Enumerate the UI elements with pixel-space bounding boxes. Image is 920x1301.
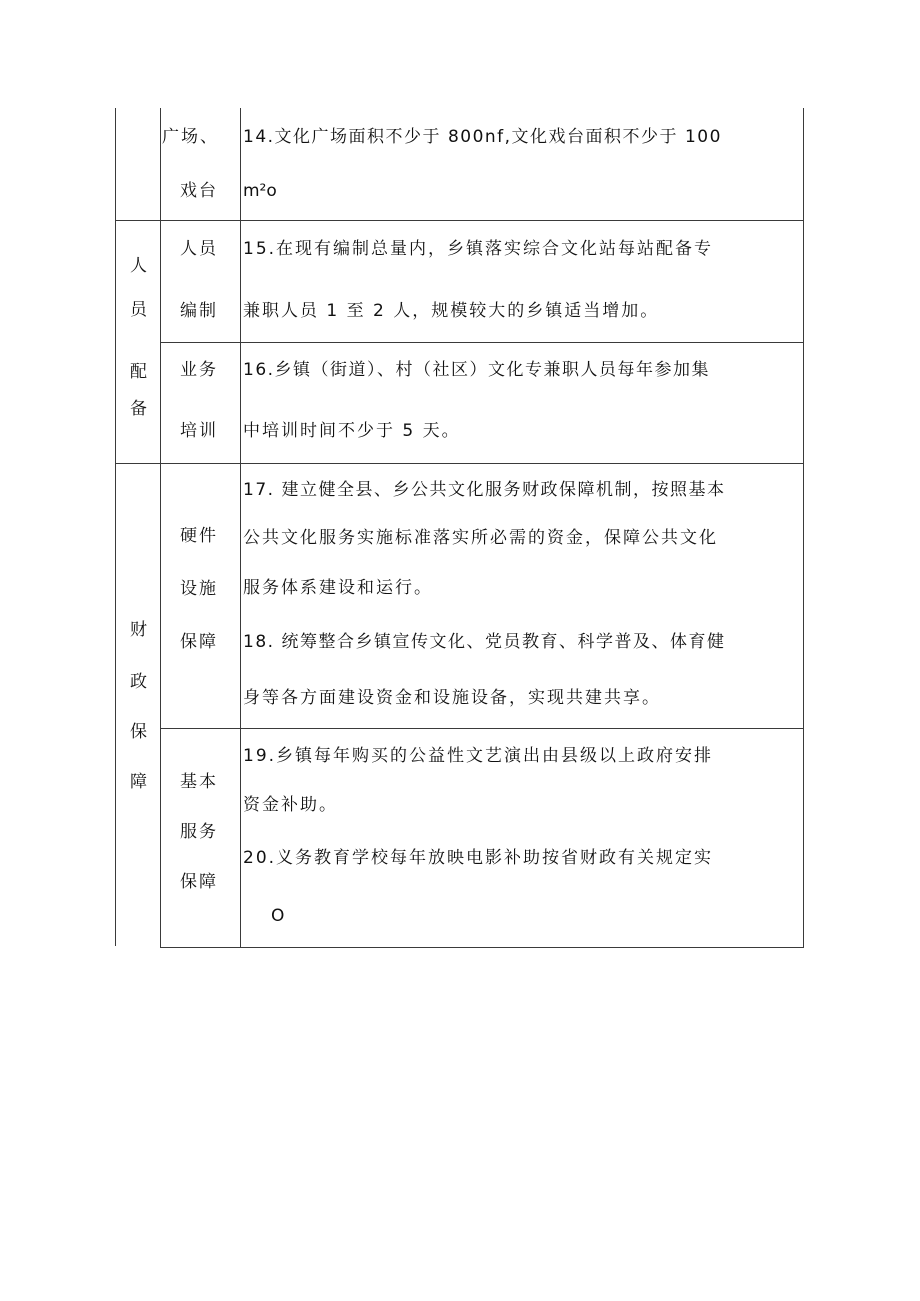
item-hardware-line-3: 保障 <box>180 632 218 652</box>
column-divider-2 <box>240 108 241 948</box>
category-finance-char-2: 政 <box>130 672 147 692</box>
table-left-border <box>115 108 116 946</box>
table-right-border <box>803 108 804 948</box>
row-divider-finance-start <box>115 463 804 464</box>
content-18-line-2: 身等各方面建设资金和设施设备，实现共建共享。 <box>243 688 661 708</box>
row-divider-basic <box>160 728 804 729</box>
content-17-line-3: 服务体系建设和运行。 <box>243 578 433 598</box>
column-divider-1 <box>160 108 161 948</box>
content-20-line-2: O <box>271 906 285 926</box>
category-staff-char-4: 备 <box>130 399 147 419</box>
table-bottom-border <box>160 947 804 948</box>
content-18-line-1: 18. 统筹整合乡镇宣传文化、党员教育、科学普及、体育健 <box>243 632 726 652</box>
item-hardware-line-2: 设施 <box>180 579 218 599</box>
content-15-line-1: 15.在现有编制总量内，乡镇落实综合文化站每站配备专 <box>243 239 714 259</box>
item-hardware-line-1: 硬件 <box>180 526 218 546</box>
item-basic-line-2: 服务 <box>180 822 218 842</box>
content-17-line-1: 17. 建立健全县、乡公共文化服务财政保障机制，按照基本 <box>243 480 726 500</box>
category-staff-char-2: 员 <box>130 300 147 320</box>
category-finance-char-4: 障 <box>130 772 147 792</box>
content-16-line-2: 中培训时间不少于 5 天。 <box>243 421 461 441</box>
item-staffing-line-2: 编制 <box>180 301 218 321</box>
item-basic-line-1: 基本 <box>180 772 218 792</box>
category-finance-char-3: 保 <box>130 722 147 742</box>
item-staffing-line-1: 人员 <box>180 239 218 259</box>
item-training-line-2: 培训 <box>180 421 218 441</box>
item-plaza-line-1: 广场、 <box>162 127 219 147</box>
content-15-line-2: 兼职人员 1 至 2 人，规模较大的乡镇适当增加。 <box>243 301 660 321</box>
content-16-line-1: 16.乡镇（街道）、村（社区）文化专兼职人员每年参加集 <box>243 360 711 380</box>
item-plaza-line-2: 戏台 <box>180 181 218 201</box>
content-19-line-2: 资金补助。 <box>243 795 338 815</box>
category-staff-char-3: 配 <box>130 362 147 382</box>
content-14-line-1: 14.文化广场面积不少于 800nf,文化戏台面积不少于 100 <box>243 127 722 147</box>
item-training-line-1: 业务 <box>180 360 218 380</box>
row-divider-staff-start <box>115 220 804 221</box>
content-14-line-2: m²o <box>243 181 277 201</box>
content-20-line-1: 20.义务教育学校每年放映电影补助按省财政有关规定实 <box>243 848 714 868</box>
content-19-line-1: 19.乡镇每年购买的公益性文艺演出由县级以上政府安排 <box>243 746 714 766</box>
content-17-line-2: 公共文化服务实施标准落实所必需的资金，保障公共文化 <box>243 528 718 548</box>
item-basic-line-3: 保障 <box>180 872 218 892</box>
row-divider-training <box>160 342 804 343</box>
category-staff-char-1: 人 <box>130 256 147 276</box>
category-finance-char-1: 财 <box>130 620 147 640</box>
